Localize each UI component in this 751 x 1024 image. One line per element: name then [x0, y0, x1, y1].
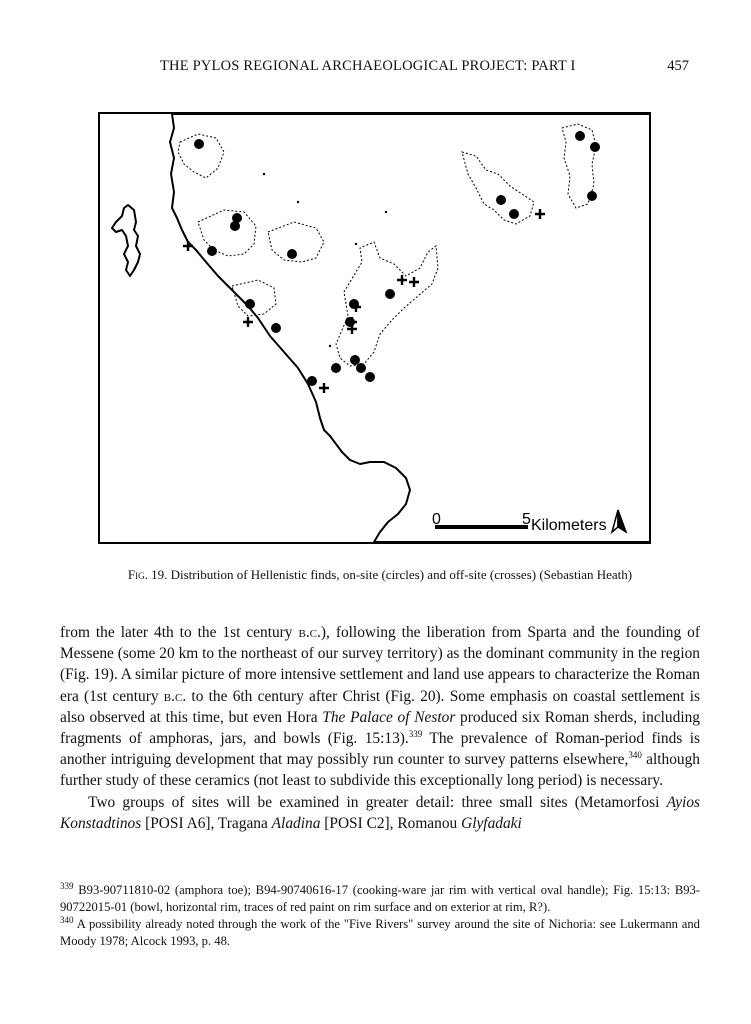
page-number: 457	[667, 58, 689, 74]
footnote-ref: 340	[628, 750, 642, 761]
on-site-circle	[356, 363, 366, 373]
on-site-circle	[207, 246, 217, 256]
scatter-dot	[329, 345, 331, 347]
text-run: from the later 4th to the 1st century	[60, 624, 299, 641]
footnote-text: A possibility already noted through the work of the "Five Rivers" survey around the site of Nichoria: see Lukermann and Moody 1978; Alcock 1993, p. 48.	[60, 917, 700, 948]
era-abbreviation: b.c.	[163, 687, 187, 705]
scale-end-label: 5	[522, 511, 531, 528]
on-site-circle	[587, 191, 597, 201]
text-run: [POSI C2], Romanou	[320, 814, 462, 832]
paragraph	[60, 622, 700, 792]
running-head	[0, 58, 751, 78]
map-figure	[98, 112, 651, 544]
scale-unit-label: Kilometers	[531, 517, 607, 534]
on-site-circle	[509, 209, 519, 219]
body-text	[60, 622, 700, 834]
scale-bar	[435, 525, 528, 529]
footnote-text: B93-90711810-02 (amphora toe); B94-90740616-17 (cooking-ware jar rim with vertical oval handle); Fig. 15:13: B93-90722015-01 (bowl, horizontal rim, traces of red paint on rim surface and on exterior at rim, R?).	[60, 883, 701, 914]
footnotes	[60, 882, 700, 950]
on-site-circle	[331, 363, 341, 373]
text-run: [POSI A6], Tragana	[141, 814, 272, 832]
on-site-circle	[350, 355, 360, 365]
footnote-339	[60, 882, 700, 916]
on-site-circle	[385, 289, 395, 299]
italic-site-name: Glyfadaki	[461, 814, 522, 832]
on-site-circle	[590, 142, 600, 152]
text-run: to the 6th century after Christ (Fig. 20). Some emphasis on coastal settlement is also observed at this time, but even Hora	[60, 687, 700, 726]
figure-caption	[60, 567, 700, 583]
distribution-map	[98, 112, 651, 544]
on-site-circle	[287, 249, 297, 259]
on-site-circle	[575, 131, 585, 141]
footnote-number: 340	[60, 914, 74, 925]
text-run: although further study of these ceramics (not least to subdivide this exceptionally long period) is necessary.	[60, 751, 700, 790]
on-site-circle	[365, 372, 375, 382]
text-run: ), following the liberation from Sparta and the founding of Messene (some 20 km to the northeast of our survey territory) as the dominant community in the region (Fig. 19). A similar picture of more intensive settlement and land use appears to characterize the Roman era (1st century	[60, 624, 700, 705]
figure-caption-text: Distribution of Hellenistic finds, on-site (circles) and off-site (crosses) (Sebastian Heath)	[170, 567, 633, 582]
italic-site-name: Ayios Konstadtinos	[60, 793, 700, 832]
figure-label: Fig. 19.	[127, 567, 168, 582]
on-site-circle	[271, 323, 281, 333]
on-site-circle	[496, 195, 506, 205]
on-site-circle	[245, 299, 255, 309]
italic-site-name: Aladina	[271, 814, 321, 832]
footnote-340	[60, 916, 700, 950]
footnote-ref: 339	[408, 728, 423, 739]
on-site-circle	[307, 376, 317, 386]
text-run: The prevalence of Roman-period finds is another intriguing development that may possibly run counter to survey patterns elsewhere,	[60, 730, 700, 769]
on-site-circle	[230, 221, 240, 231]
paragraph	[60, 792, 700, 834]
running-title: THE PYLOS REGIONAL ARCHAEOLOGICAL PROJECT: PART I	[160, 58, 576, 74]
scale-start-label: 0	[432, 511, 441, 528]
scatter-dot	[263, 173, 265, 175]
era-abbreviation: b.c.	[298, 624, 321, 641]
scatter-dot	[385, 211, 387, 213]
text-run: produced six Roman sherds, including fragments of amphoras, jars, and bowls (Fig. 15:13).	[60, 708, 700, 748]
on-site-circle	[194, 139, 204, 149]
scatter-dot	[355, 243, 357, 245]
text-run: Two groups of sites will be examined in greater detail: three small sites (Metamorfosi	[88, 793, 667, 811]
footnote-number: 339	[60, 880, 74, 891]
italic-title: The Palace of Nestor	[322, 708, 456, 726]
scatter-dot	[297, 201, 299, 203]
